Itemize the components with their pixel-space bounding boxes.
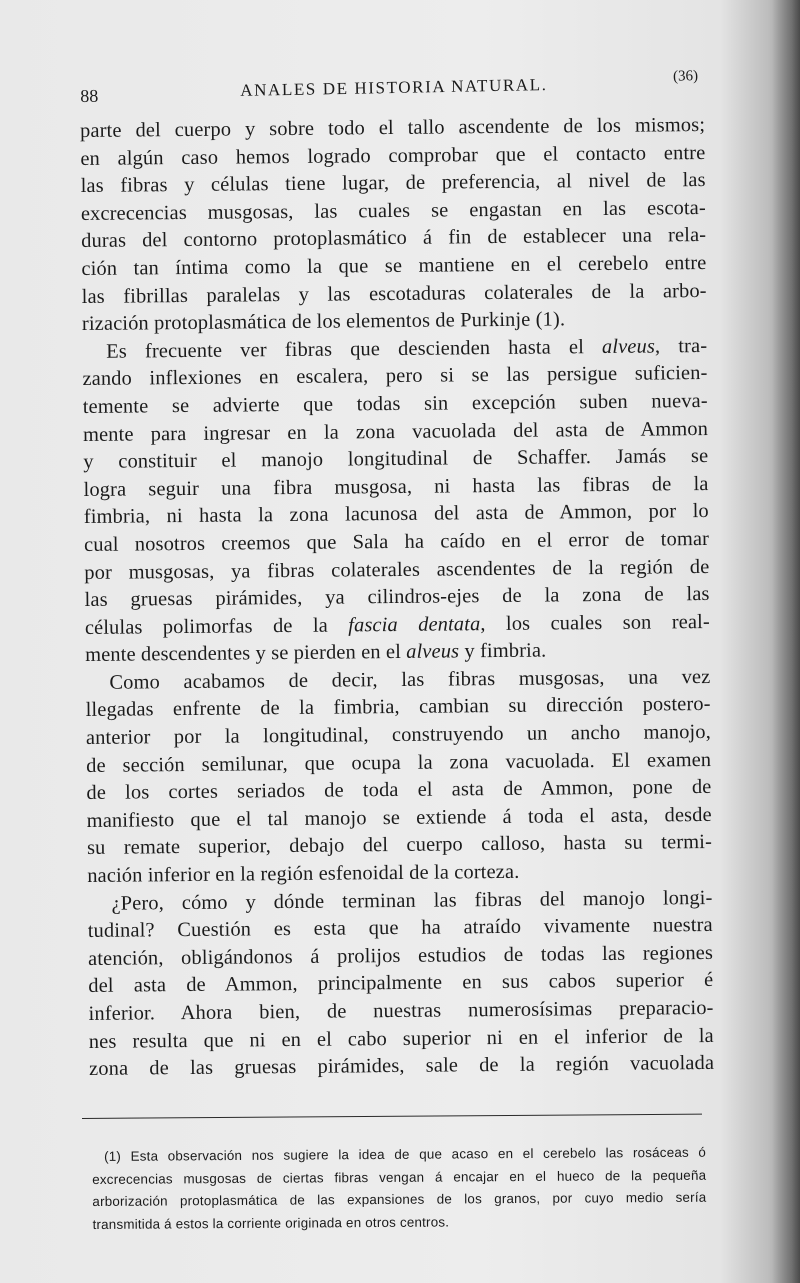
body-line: zona de las gruesas pirámides, sale de la región vacuolada <box>89 1052 715 1081</box>
body-line: las gruesas pirámides, ya cilindros-ejes de la zona de las <box>84 583 710 612</box>
body-line: cual nosotros creemos que Sala ha caído en el error de tomar <box>83 527 710 556</box>
footnote-divider <box>82 1114 702 1119</box>
body-line: de los cortes seriados de toda el asta de Ammon, pone de <box>86 776 712 805</box>
body-line: temente se advierte que todas sin excepción suben nueva- <box>82 389 708 418</box>
body-line: por musgosas, ya fibras colaterales ascendentes de la región de <box>84 555 710 584</box>
body-line: Es frecuente ver fibras que descienden hasta el alveus, tra- <box>106 334 708 363</box>
page-edge-shadow <box>772 0 800 1283</box>
body-line: del asta de Ammon, principalmente en sus cabos superior é <box>88 969 714 998</box>
footnote-line: excrecencias musgosas de ciertas fibras vengan á encajar en el hueco de la pequeña <box>92 1167 707 1187</box>
body-line: en algún caso hemos logrado comprobar que el contacto entre <box>80 141 706 170</box>
footnote-line: transmitida á estos la corriente originada en otros centros. <box>92 1214 450 1232</box>
journal-title: ANALES DE HISTORIA NATURAL. <box>240 75 548 100</box>
footnote-line: (1) Esta observación nos sugiere la idea de que acaso en el cerebelo las rosáceas ó <box>104 1144 707 1164</box>
page-reference: (36) <box>672 68 699 85</box>
body-line: parte del cuerpo y sobre todo el tallo ascendente de los mismos; <box>80 114 706 142</box>
body-line: de sección semilunar, que ocupa la zona vacuolada. El examen <box>86 748 712 777</box>
body-line: tudinal? Cuestión es esta que ha atraído vivamente nuestra <box>87 914 713 943</box>
body-text <box>80 112 714 1084</box>
body-line: fimbria, ni hasta la zona lacunosa del asta de Ammon, por lo <box>83 500 709 529</box>
body-line: ción tan íntima como la que se mantiene en el cerebelo entre <box>81 251 707 280</box>
body-line: logra seguir una fibra musgosa, ni hasta las fibras de la <box>83 472 709 501</box>
body-line: zando inflexiones en escalera, pero si se las persigue suficien- <box>82 362 708 391</box>
body-line: nes resulta que ni en el cabo superior ni en el inferior de la <box>88 1024 714 1053</box>
body-line: rización protoplasmática de los elementos de Purkinje (1). <box>81 308 566 336</box>
body-line: las fibras y células tiene lugar, de preferencia, al nivel de las <box>80 169 706 198</box>
running-header <box>80 68 720 110</box>
body-line: su remate superior, debajo del cuerpo calloso, hasta su termi- <box>86 831 713 860</box>
body-line: las fibrillas paralelas y las escotaduras colaterales de la arbo- <box>81 279 707 308</box>
body-line: y constituir el manojo longitudinal de Schaffer. Jamás se <box>83 445 709 474</box>
footnote <box>92 1142 707 1236</box>
body-line: mente para ingresar en la zona vacuolada del asta de Ammon <box>82 417 709 446</box>
body-line: llegadas enfrente de la fimbria, cambian su dirección postero- <box>85 693 711 722</box>
body-line: células polimorfas de la fascia dentata, los cuales son real- <box>84 610 710 639</box>
page-number: 88 <box>80 85 99 106</box>
body-line: atención, obligándonos á prolijos estudios de todas las regiones <box>87 941 714 970</box>
body-line: inferior. Ahora bien, de nuestras numerosísimas preparacio- <box>88 996 714 1025</box>
body-line: mente descendentes y se pierden en el alveus y fimbria. <box>85 639 547 667</box>
body-line: manifiesto que el tal manojo se extiende á toda el asta, desde <box>86 803 712 832</box>
body-line: Como acabamos de decir, las fibras musgosas, una vez <box>109 665 711 694</box>
body-line: nación inferior en la región esfenoidal de la corteza. <box>87 860 520 887</box>
body-line: excrecencias musgosas, las cuales se engastan en las escota- <box>80 196 706 225</box>
body-line: anterior por la longitudinal, construyendo un ancho manojo, <box>85 721 712 750</box>
body-line: ¿Pero, cómo y dónde terminan las fibras del manojo longi- <box>111 886 713 915</box>
footnote-line: arborización protoplasmática de las expansiones de los granos, por cuyo medio sería <box>92 1189 707 1209</box>
body-line: duras del contorno protoplasmático á fin de establecer una rela- <box>81 224 707 253</box>
